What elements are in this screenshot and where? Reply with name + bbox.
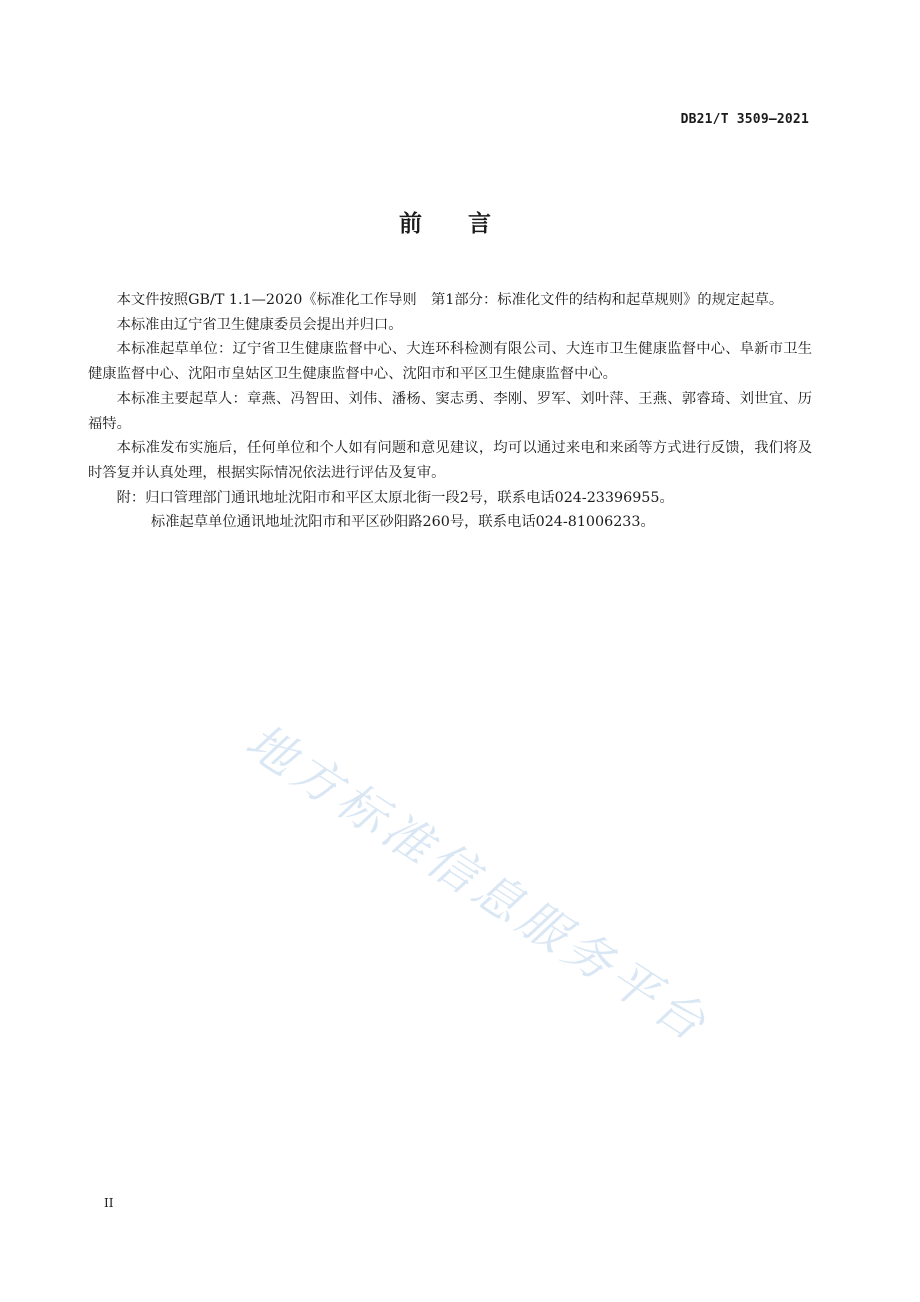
title-part-2: 言 [468,211,491,237]
paragraph-drafting-units: 本标准起草单位：辽宁省卫生健康监督中心、大连环科检测有限公司、大连市卫生健康监督中心、阜新市卫生健康监督中心、沈阳市皇姑区卫生健康监督中心、沈阳市和平区卫生健康监督中心。 [88,341,812,383]
watermark: 地方标准信息服务平台 [235,713,720,1055]
paragraph-drafters: 本标准主要起草人：章燕、冯智田、刘伟、潘杨、窦志勇、李刚、罗军、刘叶萍、王燕、郭睿琦、刘世宜、历福特。 [88,390,812,432]
foreword-body [88,288,812,535]
paragraph-drafting-basis: 本文件按照GB/T 1.1—2020《标准化工作导则 第1部分：标准化文件的结构和起草规则》的规定起草。 [116,292,784,308]
paragraph-contact-note-continued: 标准起草单位通讯地址沈阳市和平区砂阳路260号，联系电话024-81006233。 [150,514,655,531]
paragraph-contact-note: 附：归口管理部门通讯地址沈阳市和平区太原北街一段2号，联系电话024-23396955。 [116,489,674,506]
title-part-1: 前 [399,211,422,237]
page-number: II [104,1196,114,1210]
paragraph-feedback: 本标准发布实施后，任何单位和个人如有问题和意见建议，均可以通过来电和来函等方式进行反馈，我们将及时答复并认真处理，根据实际情况依法进行评估及复审。 [88,440,812,481]
page-title [0,205,890,238]
paragraph-proposer: 本标准由辽宁省卫生健康委员会提出并归口。 [116,316,403,333]
document-code: DB21/T 3509—2021 [680,112,809,127]
